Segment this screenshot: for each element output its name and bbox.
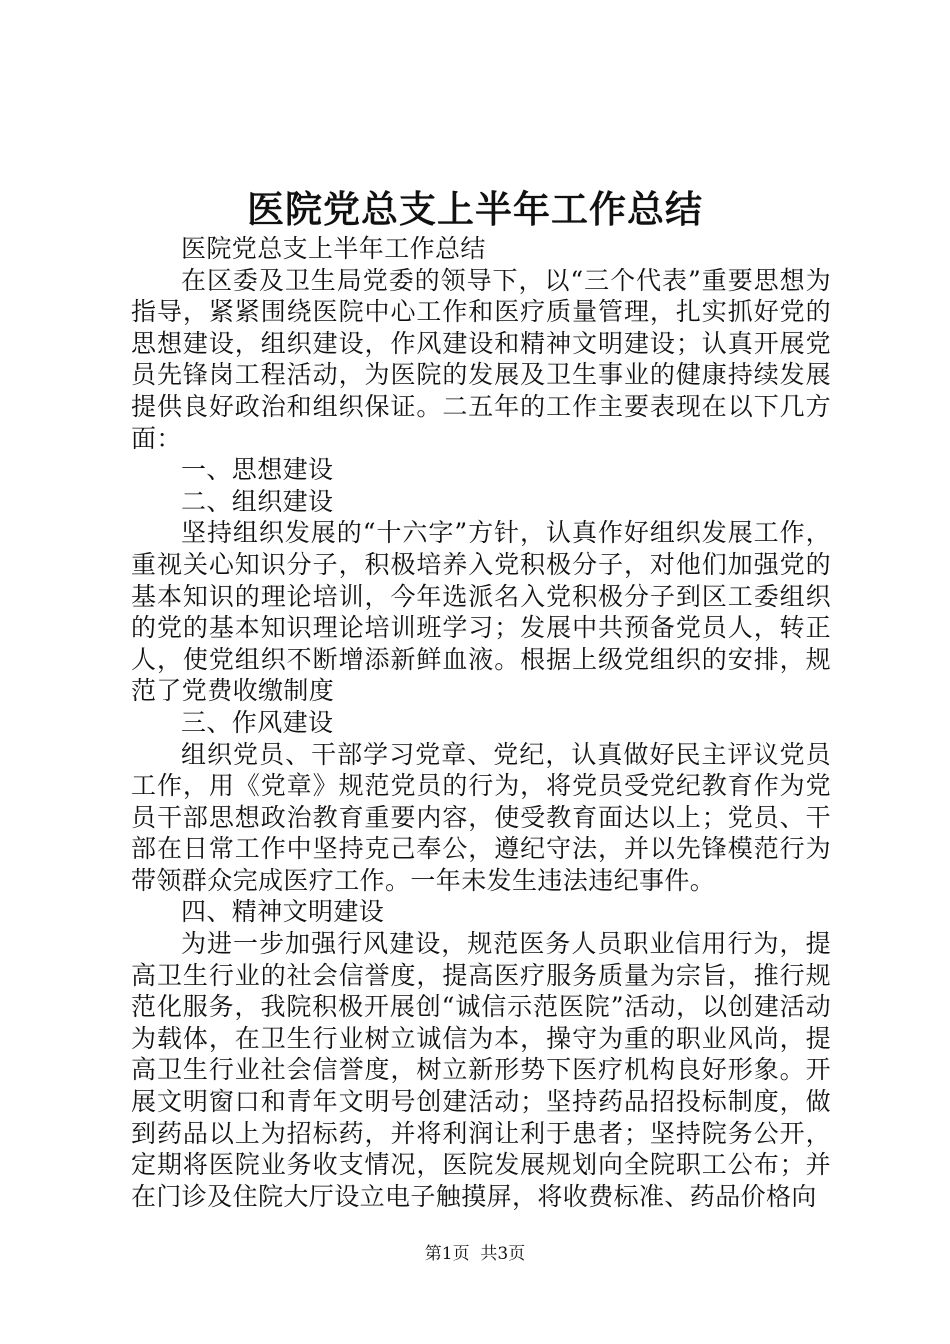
page-number: 第1页 共3页 — [424, 1244, 526, 1264]
document-title: 医院党总支上半年工作总结 — [247, 187, 703, 231]
document-body — [131, 233, 831, 1212]
section-heading-style: 三、作风建设 — [181, 707, 334, 737]
intro-paragraph: 在区委及卫生局党委的领导下，以“三个代表”重要思想为指导，紧紧围绕医院中心工作和医疗质量管理，扎实抓好党的思想建设，组织建设，作风建设和精神文明建设；认真开展党员先锋岗工程活动，为医院的发展及卫生事业的健康持续发展提供良好政治和组织保证。二五年的工作主要表现在以下几方面： — [131, 265, 831, 453]
subtitle-paragraph: 医院党总支上半年工作总结 — [181, 234, 486, 263]
organization-paragraph: 坚持组织发展的“十六字”方针，认真作好组织发展工作，重视关心知识分子，积极培养入党积极分子，对他们加强党的基本知识的理论培训，今年选派名入党积极分子到区工委组织的党的基本知识理论培训班学习；发展中共预备党员人，转正人，使党组织不断增添新鲜血液。根据上级党组织的安排，规范了党费收缴制度 — [131, 518, 831, 706]
page-footer — [0, 1243, 950, 1265]
section-heading-civilization: 四、精神文明建设 — [181, 897, 385, 927]
section-heading-thought: 一、思想建设 — [181, 455, 334, 485]
section-heading-organization: 二、组织建设 — [181, 486, 334, 516]
civilization-paragraph: 为进一步加强行风建设，规范医务人员职业信用行为，提高卫生行业的社会信誉度，提高医疗服务质量为宗旨，推行规范化服务，我院积极开展创“诚信示范医院”活动，以创建活动为载体，在卫生行业树立诚信为本，操守为重的职业风尚，提高卫生行业社会信誉度，树立新形势下医疗机构良好形象。开展文明窗口和青年文明号创建活动；坚持药品招投标制度，做到药品以上为招标药，并将利润让利于患者；坚持院务公开，定期将医院业务收支情况，医院发展规划向全院职工公布；并在门诊及住院大厅设立电子触摸屏，将收费标准、药品价格向 — [131, 929, 831, 1211]
style-paragraph: 组织党员、干部学习党章、党纪，认真做好民主评议党员工作，用《党章》规范党员的行为，将党员受党纪教育作为党员干部思想政治教育重要内容，使受教育面达以上；党员、干部在日常工作中坚持克己奉公，遵纪守法，并以先锋模范行为带领群众完成医疗工作。一年未发生违法违纪事件。 — [131, 739, 831, 895]
